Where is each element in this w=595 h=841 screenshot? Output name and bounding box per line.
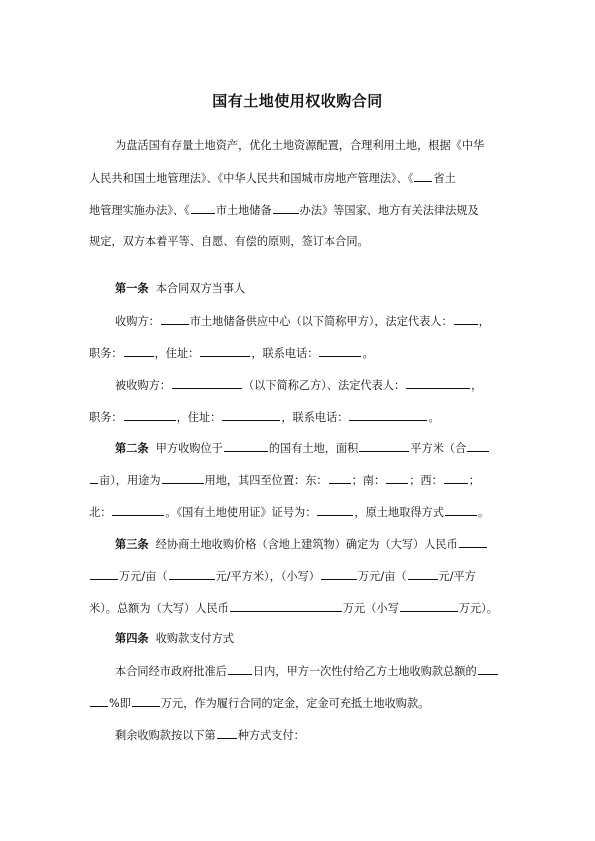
text: 的国有土地，面积 [268,442,359,455]
text: 收购方： [115,315,160,328]
blank-field[interactable] [90,568,118,580]
text: ，住址： [154,347,200,360]
text: ， [471,379,483,392]
text: 万元（小写 [342,602,399,615]
text: ， [478,315,490,328]
text: ，住址： [176,411,222,424]
text: 米）。总额为（大写）人民币 [89,602,229,615]
blank-field[interactable] [90,695,108,707]
text: 。 [428,411,440,424]
blank-field[interactable] [349,409,427,421]
blank-field[interactable] [132,695,160,707]
article-label: 第二条 [115,442,149,455]
text: ；西： [409,474,443,487]
article-2-line-1 [0,440,595,457]
blank-field[interactable] [359,440,409,452]
blank-field[interactable] [400,600,458,612]
blank-field[interactable] [124,345,154,357]
preamble-text: 规定，双方本着平等、自愿、有偿的原则，签订本合同。 [89,235,369,248]
article-3-line-3 [0,600,595,617]
preamble-line-4 [0,234,595,250]
article-heading: 本合同双方当事人 [155,282,246,295]
article-4-line-3 [0,727,595,744]
text: 职务： [89,411,123,424]
blank-field[interactable] [169,568,215,580]
article-1-seller-2 [0,409,595,426]
text: 万元/亩（ [119,570,168,583]
text: 万元，作为履行合同的定金，定金可充抵土地收购款。 [160,697,430,710]
text: 。 [362,347,374,360]
article-2-line-2 [0,472,595,489]
text: 元/平方米），（小写） [215,570,320,583]
article-3-line-1 [0,536,595,553]
text: 剩余收购款按以下第 [115,729,216,742]
text: %即 [109,697,131,710]
text: ，联系电话： [281,411,349,424]
article-4-line-1 [0,663,595,680]
blank-field[interactable] [478,663,498,675]
blank-field[interactable] [321,568,357,580]
blank-field[interactable] [161,313,189,325]
blank-field[interactable] [317,504,353,516]
text: 亩），用途为 [99,474,161,487]
blank-field[interactable] [406,377,470,389]
text: 元/平方 [438,570,476,583]
blank-field[interactable] [228,663,252,675]
blank-field[interactable] [459,536,487,548]
article-1-seller [0,377,595,394]
text: 日内，甲方一次性付给乙方土地收购款总额的 [252,665,477,678]
blank-field[interactable] [319,345,361,357]
text: 被收购方： [115,379,171,392]
blank-field[interactable] [445,504,477,516]
text: ； [468,474,480,487]
preamble-text: 市土地储备 [215,204,272,217]
blank-field[interactable] [200,345,250,357]
blank-field[interactable] [329,472,351,484]
text: 平方米（合 [410,442,467,455]
blank-field[interactable] [467,440,489,452]
preamble-line-2 [0,170,595,187]
blank-field[interactable] [112,504,164,516]
blank-field[interactable] [124,409,176,421]
text: ，联系电话： [251,347,319,360]
blank-field[interactable] [224,440,268,452]
blank-field[interactable] [191,202,215,214]
article-2-line-3 [0,504,595,521]
preamble-text: 人民共和国土地管理法》、《中华人民共和国城市房地产管理法》、《 [89,172,414,185]
blank-field[interactable] [217,727,237,739]
article-3-line-2 [0,568,595,585]
text: 种方式支付： [237,729,305,742]
blank-field[interactable] [162,472,204,484]
text: 市土地储备供应中心（以下简称甲方），法定代表人： [189,315,453,328]
article-1-buyer-2 [0,345,595,362]
text: （以下简称乙方）、法定代表人： [242,379,406,392]
text: 北： [89,506,112,519]
blank-field[interactable] [273,202,299,214]
text: ；南： [351,474,386,487]
text: 甲方收购位于 [155,442,223,455]
blank-field[interactable] [222,409,280,421]
blank-field[interactable] [414,170,432,182]
article-label: 第一条 [115,282,149,295]
article-1-buyer [0,313,595,330]
blank-field[interactable] [454,313,478,325]
text: 用地，其四至位置：东： [204,474,328,487]
blank-field[interactable] [444,472,468,484]
article-4-line-2 [0,695,595,712]
blank-field[interactable] [172,377,242,389]
article-4-heading [0,631,595,647]
preamble-text: 地管理实施办法》、《 [89,204,190,217]
article-label: 第三条 [115,538,149,551]
blank-field[interactable] [230,600,342,612]
text: 本合同经市政府批准后 [115,665,227,678]
blank-field[interactable] [408,568,438,580]
text: 万元/亩（ [357,570,407,583]
article-1-heading [0,281,595,297]
article-label: 第四条 [115,632,149,645]
text: 。 [477,506,490,519]
text: 万元）。 [458,602,498,615]
text: 职务： [89,347,123,360]
text: 。《国有土地使用证》证号为： [165,506,317,519]
preamble-text: 办法》等国家、地方有关法律法规及 [299,204,479,217]
blank-field[interactable] [386,472,408,484]
article-heading: 收购款支付方式 [155,632,235,645]
blank-field[interactable] [90,472,98,484]
document-title: 国有土地使用权收购合同 [212,92,383,110]
preamble-line-1 [0,138,595,154]
preamble-text: 省土 [433,172,456,185]
preamble-line-3 [0,202,595,219]
text: 经协商土地收购价格（含地上建筑物）确定为（大写）人民币 [155,538,458,551]
text: ，原土地取得方式 [354,506,444,519]
preamble-text: 为盘活国有存量土地资产，优化土地资源配置，合理利用土地，根据《中华 [115,139,485,152]
